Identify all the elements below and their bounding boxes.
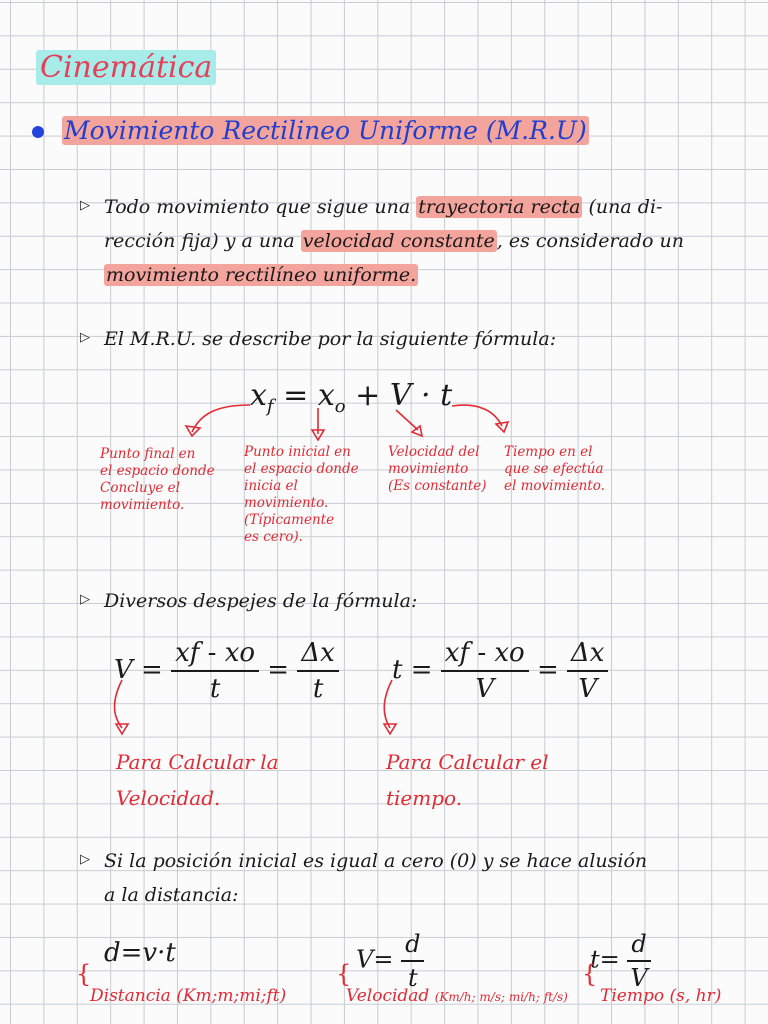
formula-v: V — [389, 378, 412, 413]
text-segment: Todo movimiento que sigue una — [104, 196, 417, 218]
paragraph-line: Si la posición inicial es igual a cero (0) y se hace alusión — [104, 850, 648, 872]
formula-xf: x — [250, 378, 267, 413]
triangle-bullet-icon: ▷ — [80, 198, 90, 213]
annotation-time — [504, 444, 605, 495]
fraction-numerator: d — [627, 930, 650, 962]
formula-t: t — [440, 378, 453, 413]
note-tiempo — [386, 744, 549, 816]
annotation-line: Punto final en — [100, 446, 196, 462]
annotation-line: Punto inicial en — [244, 444, 351, 460]
paragraph-formula-intro: El M.R.U. se describe por la siguiente fórmula: — [104, 328, 557, 350]
brace-icon: { — [76, 960, 92, 988]
arrow-t — [452, 405, 502, 426]
unit: mi/h — [508, 990, 536, 1004]
annotation-line: que se efectúa — [504, 461, 604, 477]
formula-v-dt — [356, 930, 424, 992]
arrow-v — [396, 410, 418, 430]
label-tiempo: Tiempo (s, hr) — [600, 986, 722, 1006]
note-line: Velocidad. — [116, 786, 221, 810]
velocity-units: (Km/h; m/s; mi/h; ft/s) — [434, 990, 568, 1004]
paragraph-despejes: Diversos despejes de la fórmula: — [104, 590, 418, 612]
fraction — [567, 638, 608, 704]
annotation-line: Tiempo en el — [504, 444, 593, 460]
annotation-line: Velocidad del — [388, 444, 480, 460]
text-segment: , es considerado un — [496, 230, 684, 252]
formula-dot: · — [421, 378, 431, 413]
arrow-note-t — [384, 680, 392, 728]
triangle-bullet-icon: ▷ — [80, 852, 90, 867]
fraction-denominator: V — [475, 674, 495, 704]
annotation-line: Concluye el — [100, 480, 180, 496]
formula-xf-sub: f — [266, 396, 274, 417]
fraction-denominator: t — [209, 674, 221, 704]
annotation-line: (Es constante) — [388, 478, 487, 494]
annotation-line: el espacio donde — [244, 461, 359, 477]
annotation-line: movimiento. — [100, 497, 185, 513]
brace-icon: { — [336, 960, 352, 988]
formula-despeje-v: V = $\frac{xf - xo}{t}$ = $\frac{\Delta x}{t}$ — [114, 638, 339, 704]
despeje-v-lhs: V — [114, 655, 133, 685]
fraction-denominator: t — [407, 964, 418, 992]
text-segment: (una di- — [582, 196, 663, 218]
annotation-final-point — [100, 446, 215, 514]
triangle-bullet-icon: ▷ — [80, 330, 90, 345]
highlight-velocidad: velocidad constante — [302, 230, 495, 252]
unit: Km/h — [439, 990, 472, 1004]
fraction — [401, 930, 424, 992]
text-segment: rección fija) y a una — [104, 230, 301, 252]
formula-lhs: t= — [590, 945, 620, 974]
annotation-line: el espacio donde — [100, 463, 215, 479]
annotation-line: (Típicamente — [244, 512, 335, 528]
fraction-denominator: V — [630, 964, 648, 992]
formula-lhs: V= — [356, 945, 394, 974]
unit: m/s — [479, 990, 501, 1004]
annotation-velocity — [388, 444, 487, 495]
formula-x0-sub: o — [334, 396, 346, 417]
formula-equals: = — [283, 378, 309, 413]
equals: = — [267, 655, 290, 685]
annotation-line: movimiento — [388, 461, 469, 477]
paragraph-zero-position — [104, 844, 744, 912]
fraction-numerator: d — [401, 930, 424, 962]
highlight-trayectoria: trayectoria recta — [418, 196, 581, 218]
annotation-line: inicia el — [244, 478, 298, 494]
highlight-mru: movimiento rectilíneo uniforme. — [106, 264, 417, 286]
fraction-numerator: Δx — [567, 638, 608, 672]
formula-d: d=v·t — [104, 938, 176, 968]
fraction — [171, 638, 259, 704]
note-line: Para Calcular el — [386, 750, 549, 774]
fraction — [297, 638, 338, 704]
section-heading-text: Movimiento Rectilineo Uniforme (M.R.U) — [64, 116, 587, 145]
formula-t-dv — [590, 930, 651, 992]
equals: = — [536, 655, 559, 685]
despeje-t-lhs: t — [392, 655, 403, 685]
fraction — [441, 638, 529, 704]
label-velocidad-text: Velocidad — [346, 986, 430, 1006]
formula-plus: + — [355, 378, 381, 413]
annotation-line: movimiento. — [244, 495, 329, 511]
fraction-denominator: t — [312, 674, 324, 704]
unit: ft/s — [543, 990, 564, 1004]
triangle-bullet-icon: ▷ — [80, 592, 90, 607]
fraction — [627, 930, 650, 992]
note-velocidad — [116, 744, 279, 816]
fraction-numerator: Δx — [297, 638, 338, 672]
annotation-line: es cero). — [244, 529, 303, 545]
annotation-line: el movimiento. — [504, 478, 605, 494]
annotation-initial-point — [244, 444, 359, 546]
fraction-numerator: xf - xo — [171, 638, 259, 672]
brace-icon: { — [582, 960, 598, 988]
label-distancia: Distancia (Km;m;mi;ft) — [90, 986, 287, 1006]
paragraph-line: a la distancia: — [104, 884, 239, 906]
formula-despeje-t: t = $\frac{xf - xo}{V}$ = $\frac{\Delta x}{V}$ — [392, 638, 608, 704]
fraction-denominator: V — [578, 674, 598, 704]
formula-x0: x — [317, 378, 335, 413]
note-line: tiempo. — [386, 786, 463, 810]
title-text: Cinemática — [36, 50, 216, 85]
label-velocidad — [346, 986, 568, 1006]
fraction-numerator: xf - xo — [441, 638, 529, 672]
note-line: Para Calcular la — [116, 750, 279, 774]
